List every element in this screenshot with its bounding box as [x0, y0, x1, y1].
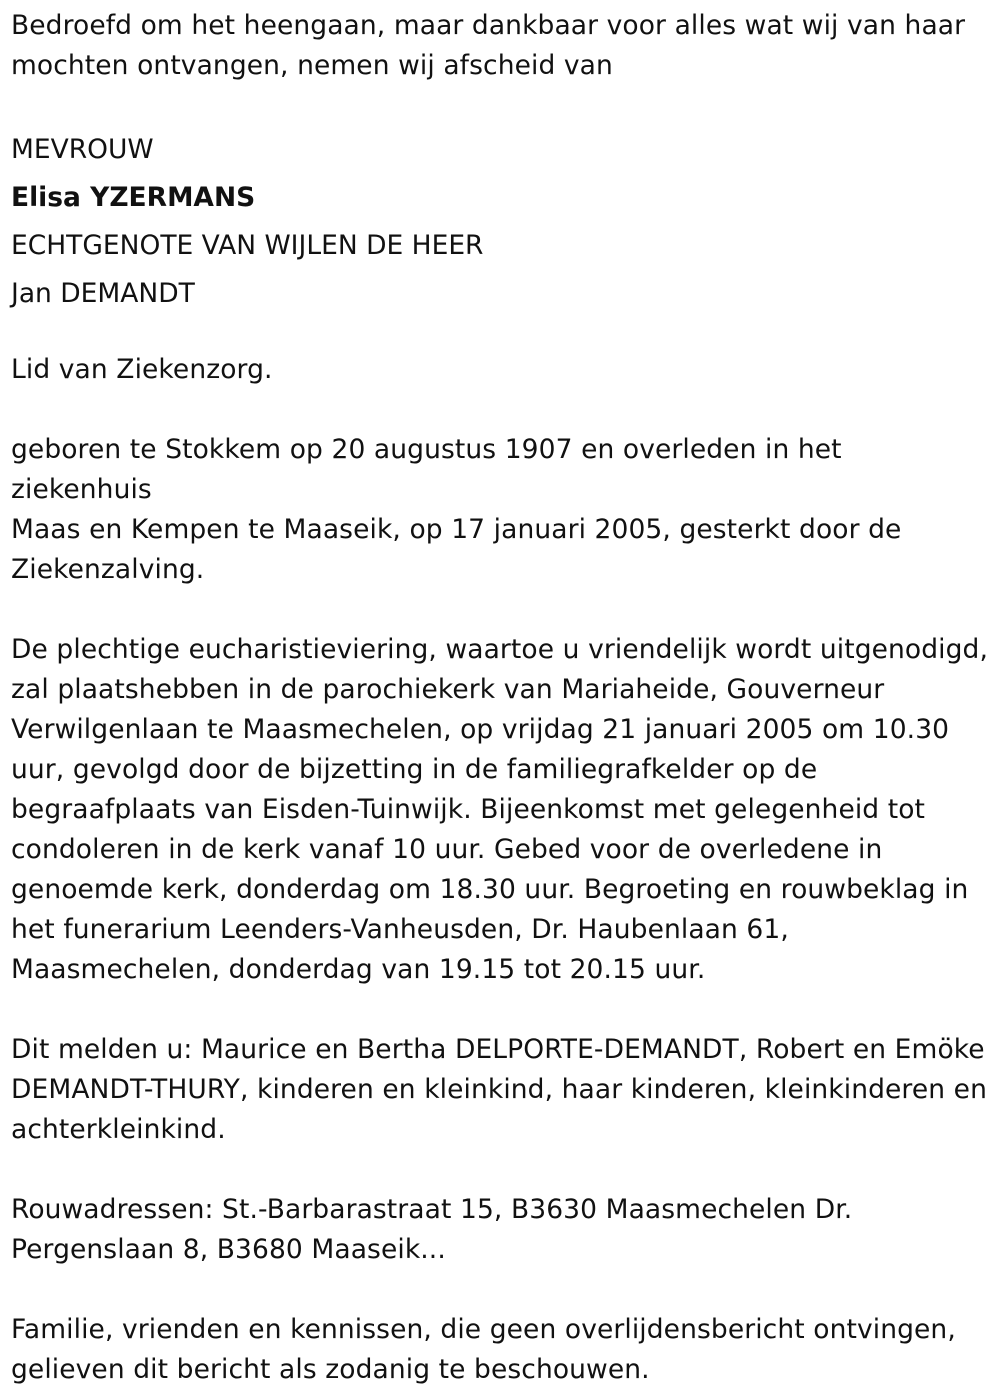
ceremony-paragraph — [11, 630, 989, 990]
family-paragraph — [11, 1030, 989, 1150]
intro-paragraph — [11, 6, 989, 86]
ceremony-line: De plechtige eucharistieviering, waartoe u vriendelijk wordt uitgenodigd, — [11, 634, 988, 665]
address-paragraph — [11, 1190, 989, 1270]
ceremony-line: begraafplaats van Eisden-Tuinwijk. Bijeenkomst met gelegenheid tot — [11, 794, 926, 825]
closing-line: Familie, vrienden en kennissen, die geen overlijdensbericht ontvingen, — [11, 1314, 956, 1345]
membership-line: Lid van Ziekenzorg. — [11, 354, 273, 385]
ceremony-line: condoleren in de kerk vanaf 10 uur. Gebed voor de overledene in — [11, 834, 883, 865]
family-line: DEMANDT-THURY, kinderen en kleinkind, haar kinderen, kleinkinderen en — [11, 1074, 987, 1105]
address-line: Pergenslaan 8, B3680 Maaseik... — [11, 1234, 446, 1265]
ceremony-line: het funerarium Leenders-Vanheusden, Dr. Haubenlaan 61, — [11, 914, 789, 945]
ceremony-line: genoemde kerk, donderdag om 18.30 uur. Begroeting en rouwbeklag in — [11, 874, 969, 905]
deceased-header — [11, 126, 989, 318]
intro-line: Bedroefd om het heengaan, maar dankbaar voor alles wat wij van haar — [11, 10, 966, 41]
ceremony-line: Verwilgenlaan te Maasmechelen, op vrijdag 21 januari 2005 om 10.30 — [11, 714, 950, 745]
birth-death-paragraph — [11, 430, 989, 590]
spouse-name: Jan DEMANDT — [11, 278, 195, 309]
birth-death-line: Maas en Kempen te Maaseik, op 17 januari 2005, gesterkt door de — [11, 514, 902, 545]
birth-death-line: geboren te Stokkem op 20 augustus 1907 en overleden in het ziekenhuis — [11, 434, 842, 505]
title-line: MEVROUW — [11, 134, 154, 165]
relation-line: ECHTGENOTE VAN WIJLEN DE HEER — [11, 230, 484, 261]
intro-line: mochten ontvangen, nemen wij afscheid van — [11, 50, 613, 81]
address-line: Rouwadressen: St.-Barbarastraat 15, B3630 Maasmechelen Dr. — [11, 1194, 853, 1225]
family-line: achterkleinkind. — [11, 1114, 226, 1145]
birth-death-line: Ziekenzalving. — [11, 554, 205, 585]
ceremony-line: uur, gevolgd door de bijzetting in de familiegrafkelder op de — [11, 754, 818, 785]
closing-line: gelieven dit bericht als zodanig te beschouwen. — [11, 1354, 650, 1385]
ceremony-line: zal plaatshebben in de parochiekerk van Mariaheide, Gouverneur — [11, 674, 885, 705]
deceased-name: Elisa YZERMANS — [11, 182, 256, 213]
closing-paragraph — [11, 1310, 989, 1390]
family-line: Dit melden u: Maurice en Bertha DELPORTE-DEMANDT, Robert en Emöke — [11, 1034, 985, 1065]
ceremony-line: Maasmechelen, donderdag van 19.15 tot 20.15 uur. — [11, 954, 706, 985]
